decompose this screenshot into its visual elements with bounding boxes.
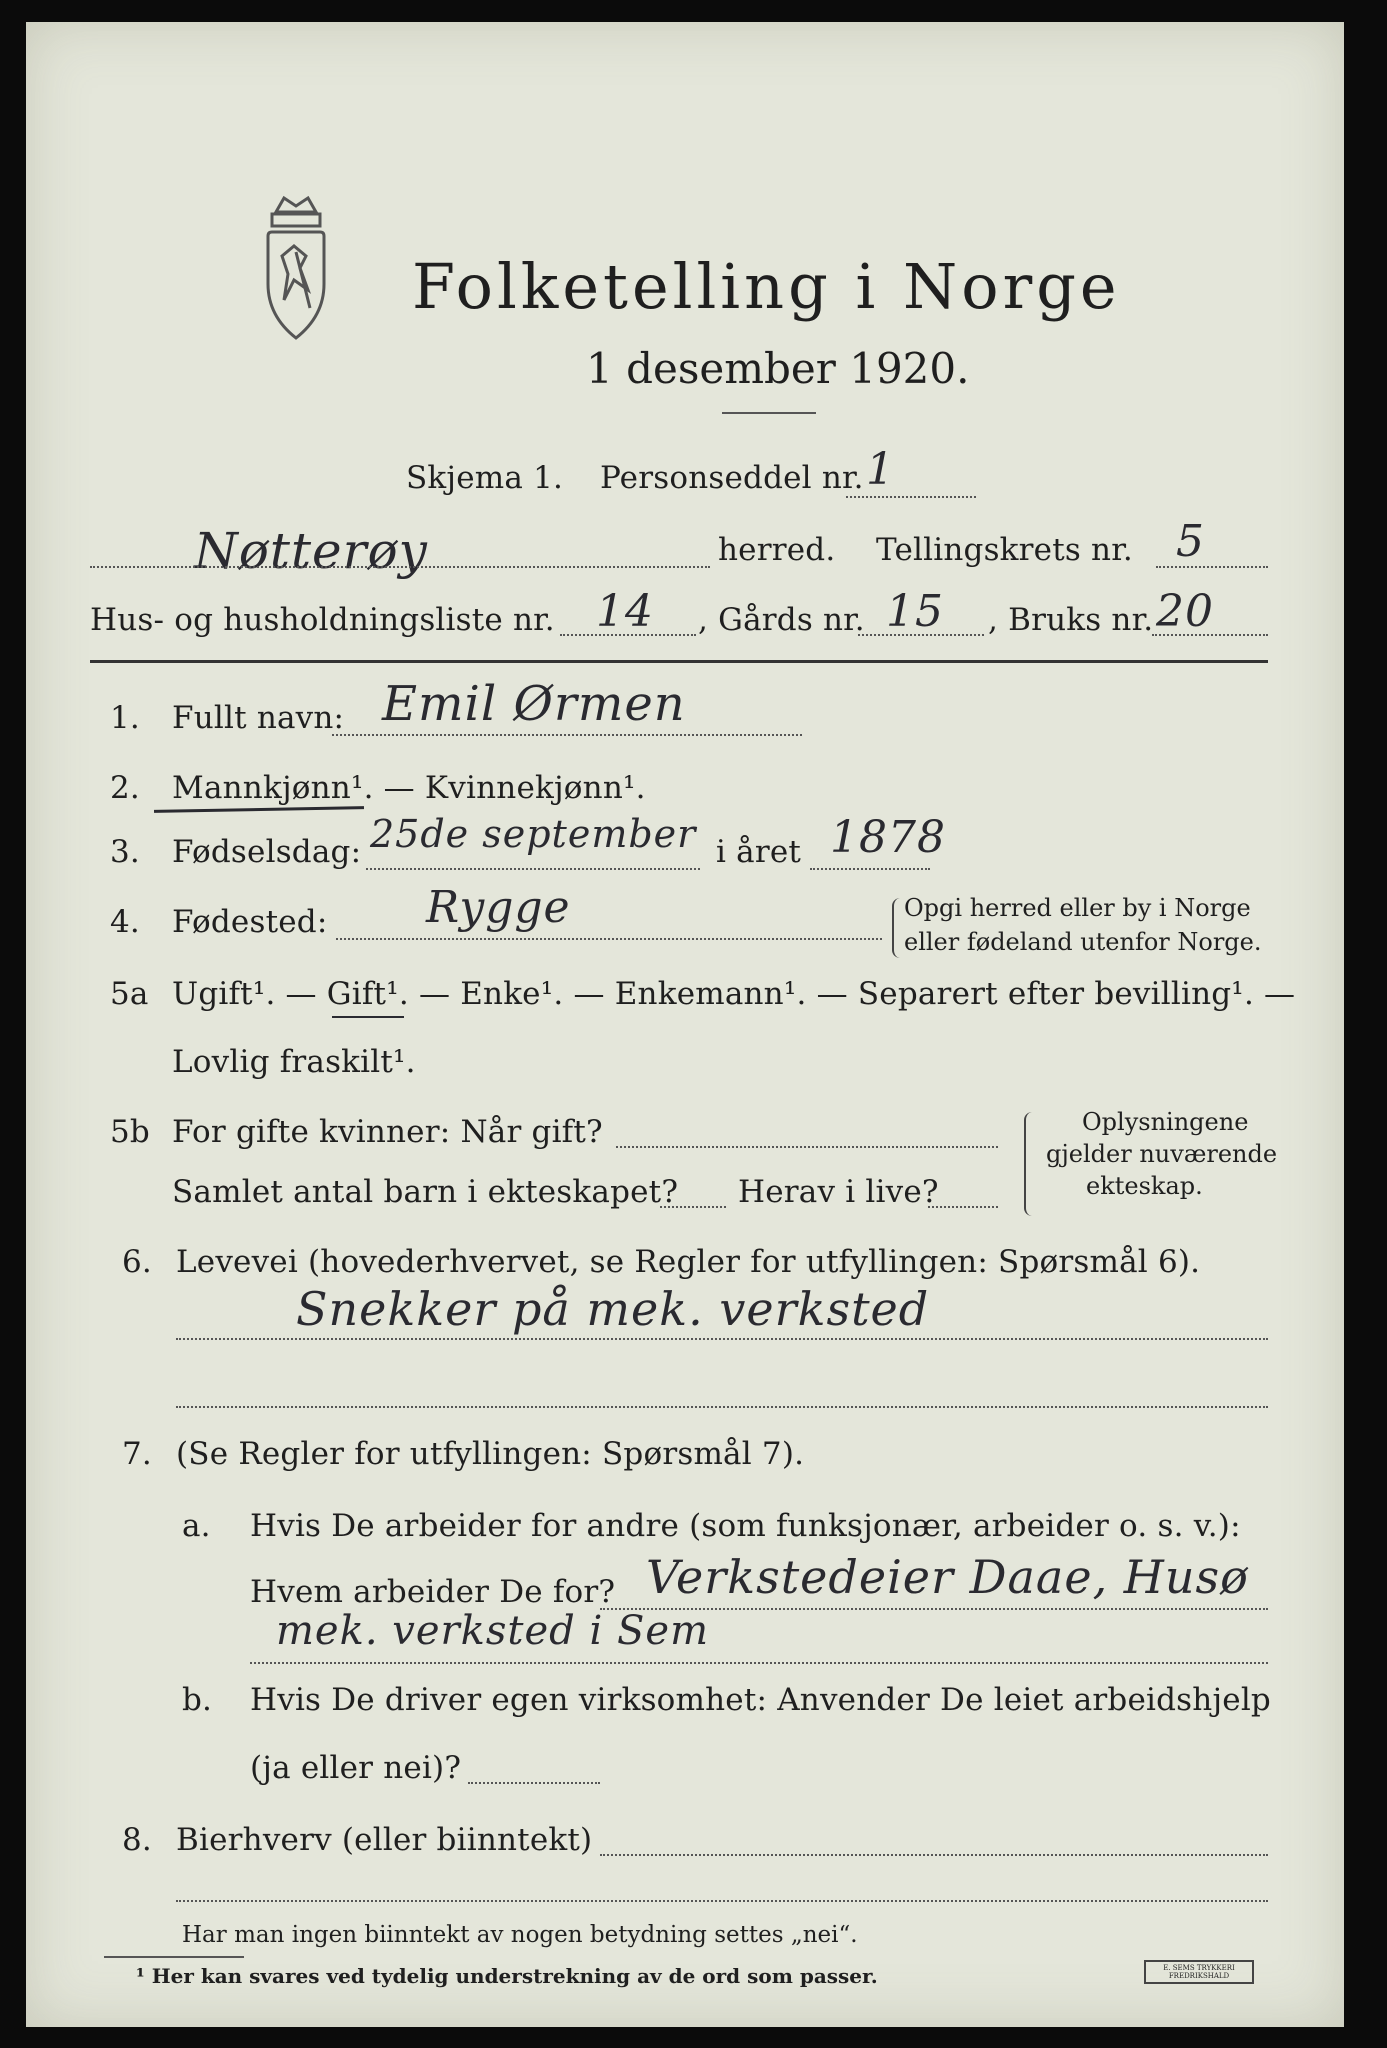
schema-label: Skjema 1. [406, 460, 564, 496]
q5b-line2b: Herav i live? [738, 1174, 939, 1210]
personseddel-value[interactable]: 1 [866, 444, 895, 495]
q7a-value-1[interactable]: Verkstedeier Daae, Husø [646, 1550, 1249, 1604]
q8-label: Bierhverv (eller biinntekt) [176, 1822, 593, 1858]
herred-value[interactable]: Nøtterøy [194, 522, 428, 580]
q7b-line1: Hvis De driver egen virksomhet: Anvender De leiet arbeidshjelp [250, 1682, 1271, 1718]
q5b-line1: For gifte kvinner: Når gift? [172, 1114, 603, 1150]
q5b-children-field [660, 1206, 726, 1208]
q7b-field [468, 1782, 600, 1784]
norwegian-coat-of-arms-icon [246, 192, 346, 402]
q1-field [332, 734, 802, 736]
form-date: 1 desember 1920. [586, 344, 970, 393]
q5a-number: 5a [110, 976, 149, 1012]
q6-number: 6. [122, 1244, 152, 1280]
q7a-field-2 [250, 1662, 1268, 1664]
q7b-letter: b. [182, 1682, 213, 1718]
bruks-label: , Bruks nr. [988, 602, 1154, 638]
herred-label: herred. [718, 532, 836, 568]
q4-value[interactable]: Rygge [426, 882, 571, 933]
section-divider [90, 660, 1268, 663]
hus-label: Hus- og husholdningsliste nr. [90, 602, 555, 638]
footnote-divider [104, 1956, 244, 1958]
gards-label: , Gårds nr. [698, 602, 865, 638]
q3-label: Fødselsdag: [172, 834, 362, 870]
q7b-line2: (ja eller nei)? [250, 1750, 462, 1786]
q7a-line1: Hvis De arbeider for andre (som funksjonær, arbeider o. s. v.): [250, 1508, 1241, 1544]
q5b-number: 5b [110, 1114, 150, 1150]
q4-note-line2: eller fødeland utenfor Norge. [904, 928, 1262, 956]
q8-field-1 [600, 1854, 1268, 1856]
q1-number: 1. [110, 700, 140, 736]
q2-label: Mannkjønn¹. — Kvinnekjønn¹. [172, 770, 646, 806]
q7a-value-2[interactable]: mek. verksted i Sem [276, 1608, 710, 1654]
q8-number: 8. [122, 1822, 152, 1858]
q6-value[interactable]: Snekker på mek. verksted [296, 1282, 930, 1336]
q7a-line2: Hvem arbeider De for? [250, 1574, 616, 1610]
q7-label: (Se Regler for utfyllingen: Spørsmål 7). [176, 1436, 805, 1472]
q5b-note-line1: Oplysningene [1082, 1108, 1249, 1136]
q5b-line2a: Samlet antal barn i ekteskapet? [172, 1174, 679, 1210]
q4-field [336, 938, 882, 940]
q3-year-field [810, 868, 930, 870]
form-title: Folketelling i Norge [412, 250, 1121, 323]
q3-field [366, 868, 700, 870]
personseddel-field [846, 496, 976, 498]
q4-note-brace [892, 898, 900, 958]
gards-value[interactable]: 15 [886, 586, 944, 637]
census-form-sheet [26, 22, 1344, 2027]
q3-year-value[interactable]: 1878 [830, 812, 946, 863]
q5a-line2: Lovlig fraskilt¹. [172, 1044, 416, 1080]
q4-note-line1: Opgi herred eller by i Norge [904, 894, 1251, 922]
q8-field-2 [176, 1900, 1268, 1902]
q5b-note-brace [1024, 1112, 1034, 1216]
q6-label: Levevei (hovederhvervet, se Regler for utfyllingen: Spørsmål 6). [176, 1244, 1201, 1280]
tellingskrets-label: Tellingskrets nr. [876, 532, 1133, 568]
q2-number: 2. [110, 770, 140, 806]
q3-number: 3. [110, 834, 140, 870]
q5a-line1: Ugift¹. — Gift¹. — Enke¹. — Enkemann¹. — Separert efter bevilling¹. — [172, 976, 1296, 1012]
tellingskrets-field [1156, 566, 1268, 568]
q5b-note-line3: ekteskap. [1086, 1172, 1203, 1200]
q5b-alive-field [928, 1206, 998, 1208]
q1-label: Fullt navn: [172, 700, 345, 736]
q4-label: Fødested: [172, 904, 328, 940]
tellingskrets-value[interactable]: 5 [1176, 516, 1205, 567]
q3-year-label: i året [716, 834, 802, 870]
q2-underline-mark [154, 806, 364, 813]
q7a-letter: a. [182, 1508, 211, 1544]
q4-number: 4. [110, 904, 140, 940]
q5b-when-field [616, 1146, 998, 1148]
q5b-note-line2: gjelder nuværende [1046, 1140, 1278, 1168]
q1-value[interactable]: Emil Ørmen [382, 676, 686, 732]
q6-field-1 [176, 1338, 1268, 1340]
herred-field [90, 566, 710, 568]
hus-value[interactable]: 14 [596, 586, 654, 637]
bruks-value[interactable]: 20 [1156, 586, 1214, 637]
nei-instruction: Har man ingen biinntekt av nogen betydning settes „nei“. [182, 1922, 858, 1948]
q3-value[interactable]: 25de september [370, 812, 697, 856]
footnote: ¹ Her kan svares ved tydelig understrekning av de ord som passer. [136, 1964, 878, 1988]
printer-stamp: E. SEMS TRYKKERI FREDRIKSHALD [1144, 1960, 1254, 1984]
title-divider [722, 412, 816, 414]
q5a-gift-underline-mark [332, 1016, 404, 1018]
q6-field-2 [176, 1406, 1268, 1408]
q7-number: 7. [122, 1436, 152, 1472]
personseddel-label: Personseddel nr. [600, 460, 864, 496]
